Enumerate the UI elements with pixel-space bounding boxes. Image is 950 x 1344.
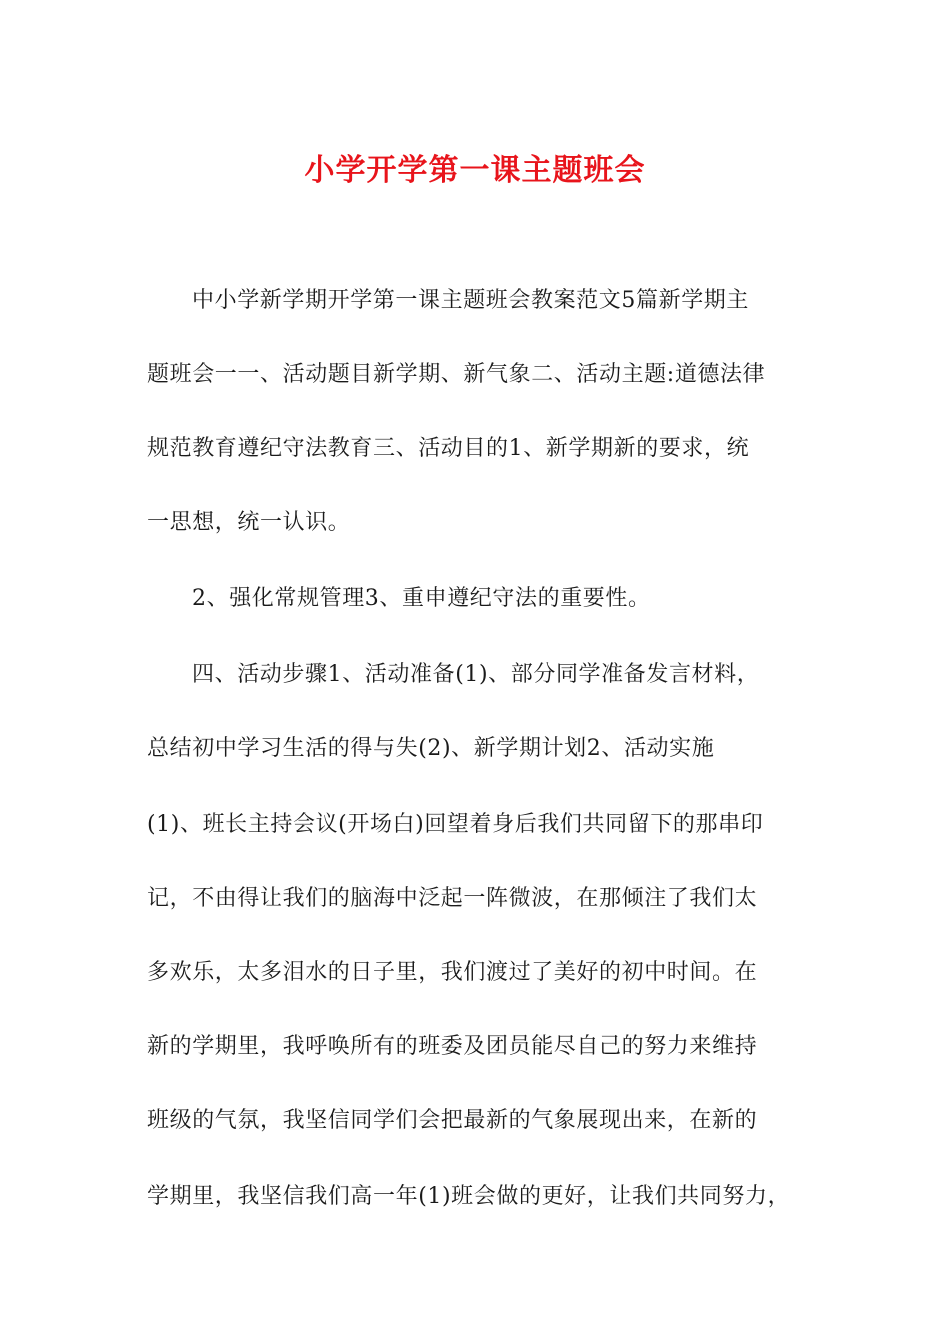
paragraph-line: 规范教育遵纪守法教育三、活动目的1、新学期新的要求，统 xyxy=(147,436,750,461)
paragraph-line: 新的学期里，我呼唤所有的班委及团员能尽自己的努力来维持 xyxy=(147,1034,758,1059)
paragraph-line: 题班会一一、活动题目新学期、新气象二、活动主题:道德法律 xyxy=(147,362,766,387)
paragraph-line: 一思想，统一认识。 xyxy=(147,510,351,535)
paragraph-line: 2、强化常规管理3、重申遵纪守法的重要性。 xyxy=(192,586,651,611)
paragraph-line: 中小学新学期开学第一课主题班会教案范文5篇新学期主 xyxy=(192,288,749,313)
paragraph-line: 四、活动步骤1、活动准备(1)、部分同学准备发言材料， xyxy=(192,662,760,687)
paragraph-line: 学期里，我坚信我们高一年(1)班会做的更好，让我们共同努力， xyxy=(147,1184,791,1209)
paragraph-line: 总结初中学习生活的得与失(2)、新学期计划2、活动实施 xyxy=(147,736,715,761)
document-title: 小学开学第一课主题班会 xyxy=(304,153,646,188)
paragraph-line: 记，不由得让我们的脑海中泛起一阵微波，在那倾注了我们太 xyxy=(147,886,758,911)
paragraph-line: 多欢乐，太多泪水的日子里，我们渡过了美好的初中时间。在 xyxy=(147,960,758,985)
paragraph-line: 班级的气氛，我坚信同学们会把最新的气象展现出来，在新的 xyxy=(147,1108,758,1133)
paragraph-line: (1)、班长主持会议(开场白)回望着身后我们共同留下的那串印 xyxy=(147,812,764,837)
